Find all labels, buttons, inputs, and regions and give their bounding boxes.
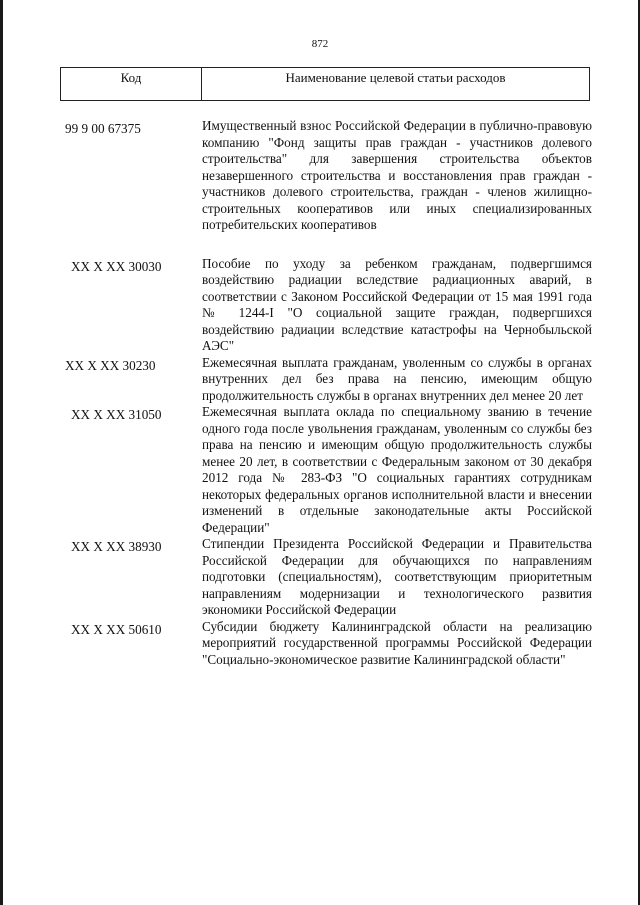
table-row <box>65 355 592 405</box>
table-row <box>65 536 592 619</box>
row-code: XX X XX 38930 <box>71 539 162 554</box>
table-header <box>60 67 590 101</box>
row-code: XX X XX 30030 <box>71 258 162 274</box>
row-code: XX X XX 30230 <box>65 357 156 373</box>
table-row <box>65 256 592 355</box>
header-name: Наименование целевой статьи расходов <box>285 70 506 85</box>
row-name: Стипендии Президента Российской Федерации и Правительства Российской Федерации для обучающихся по направлениям подготовки (специальностям), соответствующим приоритетным направлениям модернизации и технологического развития экономики Российской Федерации <box>202 536 592 617</box>
table-row <box>65 404 592 536</box>
table-body <box>65 118 592 668</box>
row-code: XX X XX 31050 <box>71 407 162 422</box>
scan-border-left <box>0 0 3 905</box>
row-name: Субсидии бюджету Калининградской области на реализацию мероприятий государственной программы Российской Федерации "Социально-экономическое развитие Калининградской области" <box>202 618 592 667</box>
row-code: 99 9 00 67375 <box>65 121 141 136</box>
row-name: Ежемесячная выплата оклада по специальному званию в течение одного года после увольнения гражданам, уволенным со службы без права на пенсию и имеющим общую продолжительность службы менее 20 лет, в соответствии с Федеральным законом от 30 декабря 2012 года № 283-ФЗ "О социальных гарантиях сотрудникам некоторых федеральных органов исполнительной власти и внесении изменений в отдельные законодательные акты Российской Федерации" <box>202 404 592 535</box>
row-name: Ежемесячная выплата гражданам, уволенным со службы в органах внутренних дел без права на пенсию, имеющим общую продолжительность службы в органах внутренних дел менее 20 лет <box>202 354 592 403</box>
page-number: 872 <box>311 38 329 50</box>
row-code: XX X XX 50610 <box>71 621 162 637</box>
table-row <box>65 619 592 669</box>
table-row <box>65 118 592 234</box>
row-name: Пособие по уходу за ребенком гражданам, подвергшимся воздействию радиации вследствие радиационных аварий, в соответствии с Законом Российской Федерации от 15 мая 1991 года № 1244-I "О социальной защите граждан, подвергшихся воздействию радиации вследствие катастрофы на Чернобыльской АЭС" <box>202 255 592 353</box>
row-name: Имущественный взнос Российской Федерации в публично-правовую компанию "Фонд защиты прав граждан - участников долевого строительства" для завершения строительства объектов незавершенного строительства и восстановления прав граждан - участников долевого строительства, граждан - членов жилищно-строительных кооперативов или иных специализированных потребительских кооперативов <box>202 118 592 232</box>
header-code: Код <box>61 68 202 100</box>
